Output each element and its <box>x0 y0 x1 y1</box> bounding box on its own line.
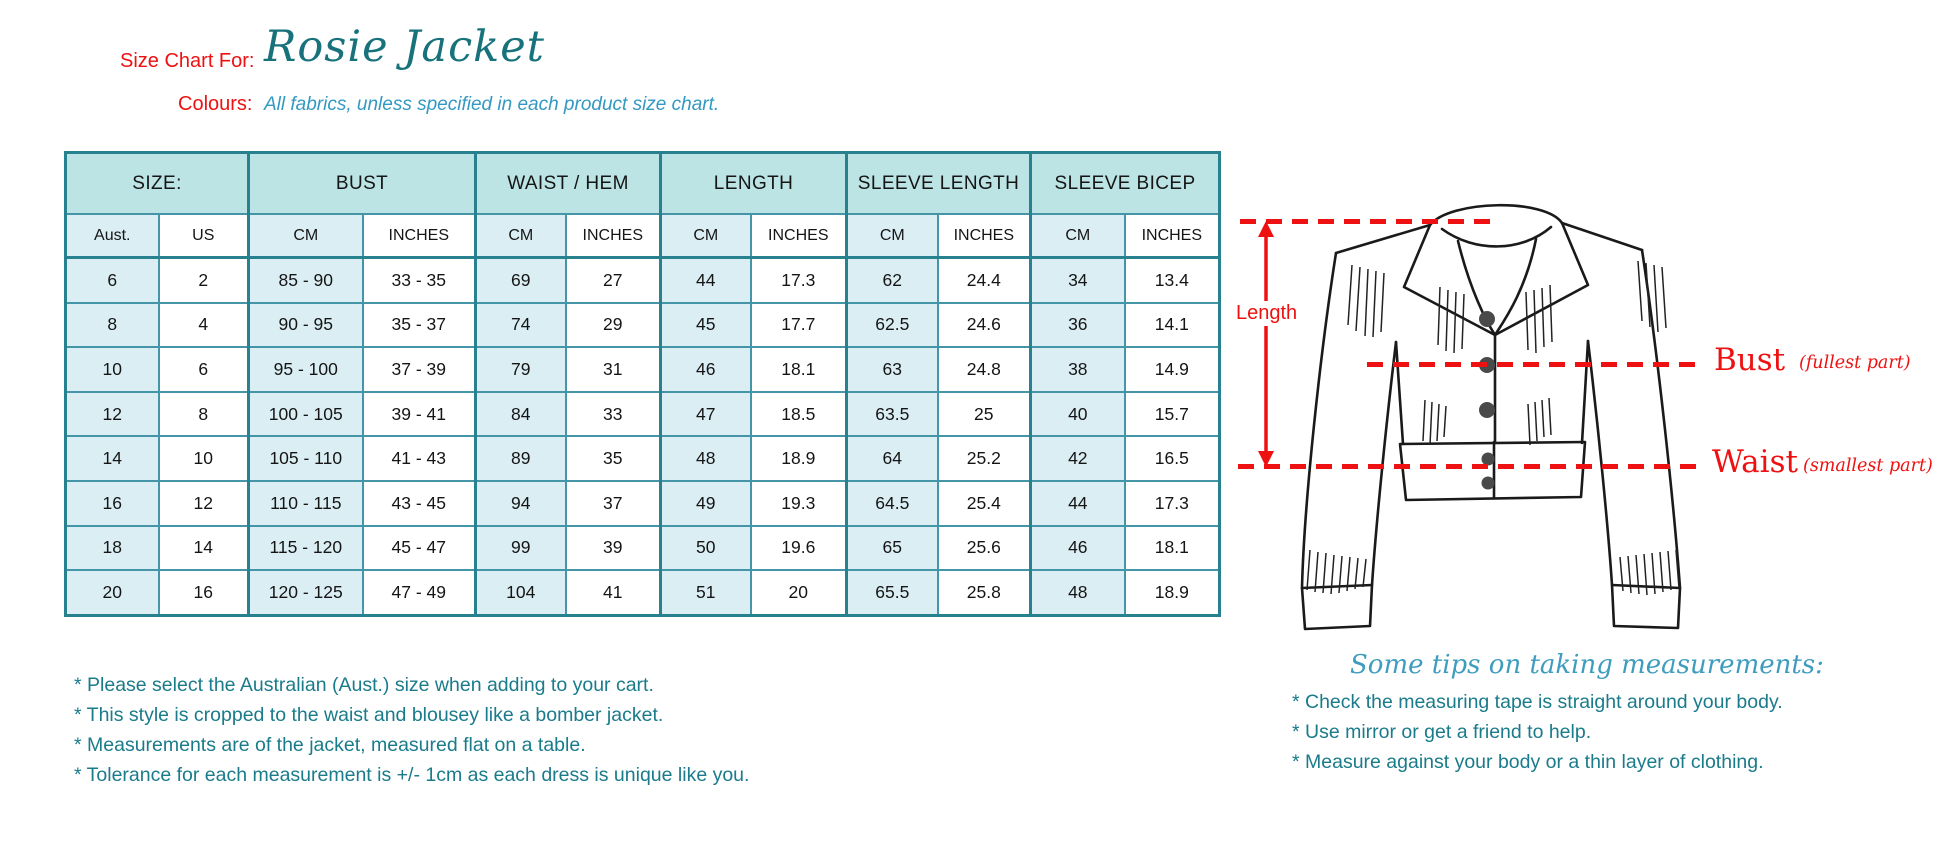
sub-header-cell: INCHES <box>363 214 476 258</box>
note-line: * Please select the Australian (Aust.) size when adding to your cart. <box>74 674 654 696</box>
size-cell: 62.5 <box>847 303 938 348</box>
waist-dashed-line <box>1238 464 1706 469</box>
size-cell: 94 <box>476 481 566 526</box>
size-cell: 15.7 <box>1125 392 1220 437</box>
size-cell: 40 <box>1031 392 1125 437</box>
size-cell: 18.9 <box>1125 570 1220 615</box>
size-cell: 33 <box>566 392 661 437</box>
size-cell: 69 <box>476 258 566 303</box>
buttons <box>1479 311 1495 490</box>
fringe-detail <box>1307 261 1679 595</box>
size-cell: 14.9 <box>1125 347 1220 392</box>
size-cell: 31 <box>566 347 661 392</box>
size-cell: 25.6 <box>938 526 1031 571</box>
size-cell: 47 <box>661 392 751 437</box>
notes-list <box>74 670 749 790</box>
size-cell: 100 - 105 <box>249 392 363 437</box>
size-cell: 37 - 39 <box>363 347 476 392</box>
tips-section <box>1292 650 1824 777</box>
size-cell: 24.4 <box>938 258 1031 303</box>
column-group-waist-hem: WAIST / HEM <box>476 153 661 215</box>
size-cell: 64.5 <box>847 481 938 526</box>
size-cell: 10 <box>159 436 249 481</box>
size-row <box>66 436 1220 481</box>
waistband <box>1400 442 1585 500</box>
right-shoulder <box>1562 223 1642 250</box>
size-cell: 65 <box>847 526 938 571</box>
size-cell: 8 <box>159 392 249 437</box>
size-cell: 13.4 <box>1125 258 1220 303</box>
size-cell: 6 <box>66 258 159 303</box>
size-cell: 45 - 47 <box>363 526 476 571</box>
size-row <box>66 392 1220 437</box>
size-cell: 19.3 <box>751 481 847 526</box>
size-cell: 36 <box>1031 303 1125 348</box>
sub-header-row <box>66 214 1220 258</box>
tip-line: * Measure against your body or a thin layer of clothing. <box>1292 751 1764 773</box>
size-cell: 34 <box>1031 258 1125 303</box>
size-cell: 44 <box>1031 481 1125 526</box>
center-front-line <box>1494 335 1495 497</box>
size-cell: 24.8 <box>938 347 1031 392</box>
waist-note: (smallest part) <box>1803 456 1933 476</box>
size-cell: 18 <box>66 526 159 571</box>
size-cell: 17.7 <box>751 303 847 348</box>
product-name: Rosie Jacket <box>264 22 545 72</box>
size-cell: 46 <box>661 347 751 392</box>
tips-list <box>1292 687 1824 777</box>
sub-header-cell: CM <box>847 214 938 258</box>
size-cell: 48 <box>661 436 751 481</box>
size-cell: 12 <box>66 392 159 437</box>
size-cell: 18.9 <box>751 436 847 481</box>
jacket-illustration <box>1290 195 1740 635</box>
size-cell: 19.6 <box>751 526 847 571</box>
size-cell: 10 <box>66 347 159 392</box>
size-cell: 43 - 45 <box>363 481 476 526</box>
body-left <box>1396 342 1403 444</box>
size-cell: 74 <box>476 303 566 348</box>
size-cell: 49 <box>661 481 751 526</box>
size-cell: 115 - 120 <box>249 526 363 571</box>
size-row <box>66 481 1220 526</box>
size-cell: 18.5 <box>751 392 847 437</box>
bust-label: Bust <box>1714 342 1786 378</box>
size-table-body <box>66 258 1220 616</box>
colours-value: All fabrics, unless specified in each product size chart. <box>264 94 720 115</box>
size-cell: 95 - 100 <box>249 347 363 392</box>
size-cell: 120 - 125 <box>249 570 363 615</box>
sub-header-cell: Aust. <box>66 214 159 258</box>
size-cell: 20 <box>751 570 847 615</box>
size-chart-table <box>64 151 1221 617</box>
bust-note: (fullest part) <box>1799 353 1911 373</box>
size-cell: 104 <box>476 570 566 615</box>
tip-line: * Use mirror or get a friend to help. <box>1292 721 1592 743</box>
column-group-sleeve-length: SLEEVE LENGTH <box>847 153 1031 215</box>
size-cell: 25.4 <box>938 481 1031 526</box>
size-cell: 38 <box>1031 347 1125 392</box>
size-cell: 4 <box>159 303 249 348</box>
size-cell: 24.6 <box>938 303 1031 348</box>
size-row <box>66 526 1220 571</box>
size-cell: 18.1 <box>1125 526 1220 571</box>
size-cell: 16 <box>66 481 159 526</box>
sub-header-cell: INCHES <box>751 214 847 258</box>
body-right <box>1582 341 1588 443</box>
sub-header-cell: CM <box>661 214 751 258</box>
note-line: * This style is cropped to the waist and blousey like a bomber jacket. <box>74 704 664 726</box>
size-cell: 39 - 41 <box>363 392 476 437</box>
size-cell: 17.3 <box>1125 481 1220 526</box>
waist-label: Waist <box>1712 444 1798 480</box>
sub-header-cell: INCHES <box>938 214 1031 258</box>
column-group-bust: BUST <box>249 153 476 215</box>
colours-label: Colours: <box>178 93 253 115</box>
size-cell: 14.1 <box>1125 303 1220 348</box>
size-cell: 25.2 <box>938 436 1031 481</box>
size-cell: 41 <box>566 570 661 615</box>
tip-line: * Check the measuring tape is straight around your body. <box>1292 691 1783 713</box>
size-cell: 99 <box>476 526 566 571</box>
size-cell: 27 <box>566 258 661 303</box>
size-cell: 18.1 <box>751 347 847 392</box>
size-cell: 45 <box>661 303 751 348</box>
column-group-sleeve-bicep: SLEEVE BICEP <box>1031 153 1220 215</box>
size-cell: 63 <box>847 347 938 392</box>
note-line: * Measurements are of the jacket, measured flat on a table. <box>74 734 586 756</box>
size-cell: 65.5 <box>847 570 938 615</box>
size-cell: 33 - 35 <box>363 258 476 303</box>
size-cell: 25 <box>938 392 1031 437</box>
size-cell: 63.5 <box>847 392 938 437</box>
size-cell: 2 <box>159 258 249 303</box>
size-cell: 44 <box>661 258 751 303</box>
size-cell: 25.8 <box>938 570 1031 615</box>
size-cell: 35 <box>566 436 661 481</box>
size-cell: 64 <box>847 436 938 481</box>
size-cell: 12 <box>159 481 249 526</box>
size-cell: 16 <box>159 570 249 615</box>
size-cell: 85 - 90 <box>249 258 363 303</box>
size-row <box>66 347 1220 392</box>
size-row <box>66 570 1220 615</box>
size-cell: 47 - 49 <box>363 570 476 615</box>
size-cell: 6 <box>159 347 249 392</box>
size-cell: 8 <box>66 303 159 348</box>
size-cell: 35 - 37 <box>363 303 476 348</box>
size-chart-for-label: Size Chart For: <box>120 50 255 72</box>
size-cell: 79 <box>476 347 566 392</box>
size-row <box>66 258 1220 303</box>
column-group-size: SIZE: <box>66 153 249 215</box>
size-cell: 62 <box>847 258 938 303</box>
size-cell: 90 - 95 <box>249 303 363 348</box>
size-cell: 105 - 110 <box>249 436 363 481</box>
size-cell: 16.5 <box>1125 436 1220 481</box>
left-cuff <box>1302 585 1372 629</box>
sub-header-cell: INCHES <box>566 214 661 258</box>
size-cell: 41 - 43 <box>363 436 476 481</box>
sub-header-cell: CM <box>249 214 363 258</box>
column-group-length: LENGTH <box>661 153 847 215</box>
right-lapel <box>1495 223 1588 335</box>
size-cell: 20 <box>66 570 159 615</box>
sub-header-cell: CM <box>1031 214 1125 258</box>
size-cell: 29 <box>566 303 661 348</box>
note-line: * Tolerance for each measurement is +/- 1cm as each dress is unique like you. <box>74 764 750 786</box>
size-cell: 84 <box>476 392 566 437</box>
inner-v-right <box>1495 239 1536 335</box>
sub-header-cell: US <box>159 214 249 258</box>
right-sleeve-inner <box>1588 341 1612 585</box>
size-cell: 42 <box>1031 436 1125 481</box>
length-arrow <box>1253 221 1279 467</box>
tips-title: Some tips on taking measurements: <box>1350 650 1824 680</box>
left-shoulder <box>1336 225 1430 253</box>
bust-dashed-line <box>1367 362 1703 367</box>
size-cell: 50 <box>661 526 751 571</box>
left-sleeve-outline <box>1302 253 1336 588</box>
column-group-row <box>66 153 1220 215</box>
length-label: Length <box>1233 301 1300 326</box>
size-cell: 39 <box>566 526 661 571</box>
size-cell: 48 <box>1031 570 1125 615</box>
size-cell: 14 <box>66 436 159 481</box>
size-cell: 14 <box>159 526 249 571</box>
size-cell: 17.3 <box>751 258 847 303</box>
size-cell: 37 <box>566 481 661 526</box>
sub-header-cell: INCHES <box>1125 214 1220 258</box>
size-cell: 89 <box>476 436 566 481</box>
size-row <box>66 303 1220 348</box>
size-cell: 46 <box>1031 526 1125 571</box>
size-cell: 110 - 115 <box>249 481 363 526</box>
sub-header-cell: CM <box>476 214 566 258</box>
size-cell: 51 <box>661 570 751 615</box>
